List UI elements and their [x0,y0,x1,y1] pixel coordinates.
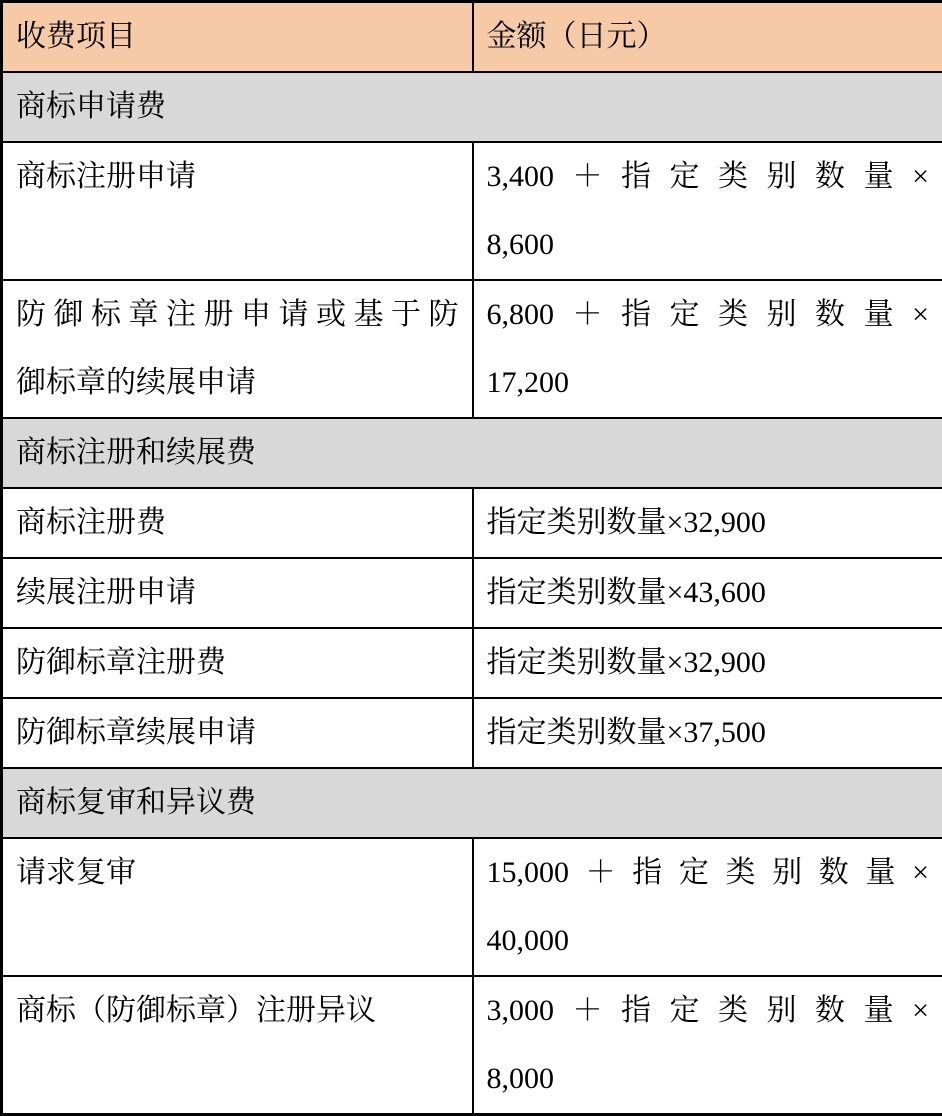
section-row-trademark-application-fee [2,72,942,142]
row-defensive-mark-renewal-application [2,698,942,768]
section-label: 商标复审和异议费 [2,768,942,838]
item-line: 请求复审 [16,856,136,889]
section-row-review-and-opposition-fee [2,768,942,838]
item-line: 商标注册费 [16,506,166,539]
amount-line: 指定类别数量×32,900 [486,506,766,539]
item-line: 防御标章续展申请 [16,716,256,749]
row-defensive-mark-registration-application [2,280,942,418]
amount-line: 指定类别数量×37,500 [486,716,766,749]
item-cell [2,698,473,768]
amount-line: 指定类别数量×43,600 [486,576,766,609]
item-cell [2,628,473,698]
item-cell [2,838,473,976]
amount-line: 8,600 [486,228,554,261]
item-cell [2,488,473,558]
section-label: 商标注册和续展费 [2,418,942,488]
row-defensive-mark-registration-fee [2,628,942,698]
amount-line: 8,000 [486,1062,554,1095]
amount-line: 6,800＋指定类别数量× [486,298,929,331]
row-renewal-registration-application [2,558,942,628]
item-cell [2,280,473,418]
row-request-review [2,838,942,976]
section-row-registration-and-renewal-fee [2,418,942,488]
item-line: 商标（防御标章）注册异议 [16,994,376,1027]
item-line: 续展注册申请 [16,576,196,609]
amount-cell [473,628,942,698]
amount-line: 3,000＋指定类别数量× [486,994,929,1027]
amount-cell [473,698,942,768]
amount-line: 15,000＋指定类别数量× [486,856,929,889]
row-registration-opposition [2,976,942,1115]
item-cell [2,142,473,280]
item-cell [2,558,473,628]
amount-cell [473,558,942,628]
item-line: 防御标章注册费 [16,646,226,679]
amount-line: 40,000 [486,924,569,957]
item-cell [2,976,473,1115]
amount-cell [473,838,942,976]
section-label: 商标申请费 [2,72,942,142]
table-header-row [2,2,942,73]
item-line: 御标章的续展申请 [16,366,256,399]
amount-line: 3,400＋指定类别数量× [486,160,929,193]
amount-cell [473,142,942,280]
row-trademark-registration-application [2,142,942,280]
amount-cell [473,280,942,418]
amount-line: 17,200 [486,366,569,399]
row-trademark-registration-fee [2,488,942,558]
amount-cell [473,488,942,558]
item-line: 商标注册申请 [16,160,196,193]
item-line: 防御标章注册申请或基于防 [16,298,459,331]
amount-cell [473,976,942,1115]
header-cell-fee-item: 收费项目 [2,2,473,73]
header-cell-amount-jpy: 金额（日元） [473,2,942,73]
amount-line: 指定类别数量×32,900 [486,646,766,679]
